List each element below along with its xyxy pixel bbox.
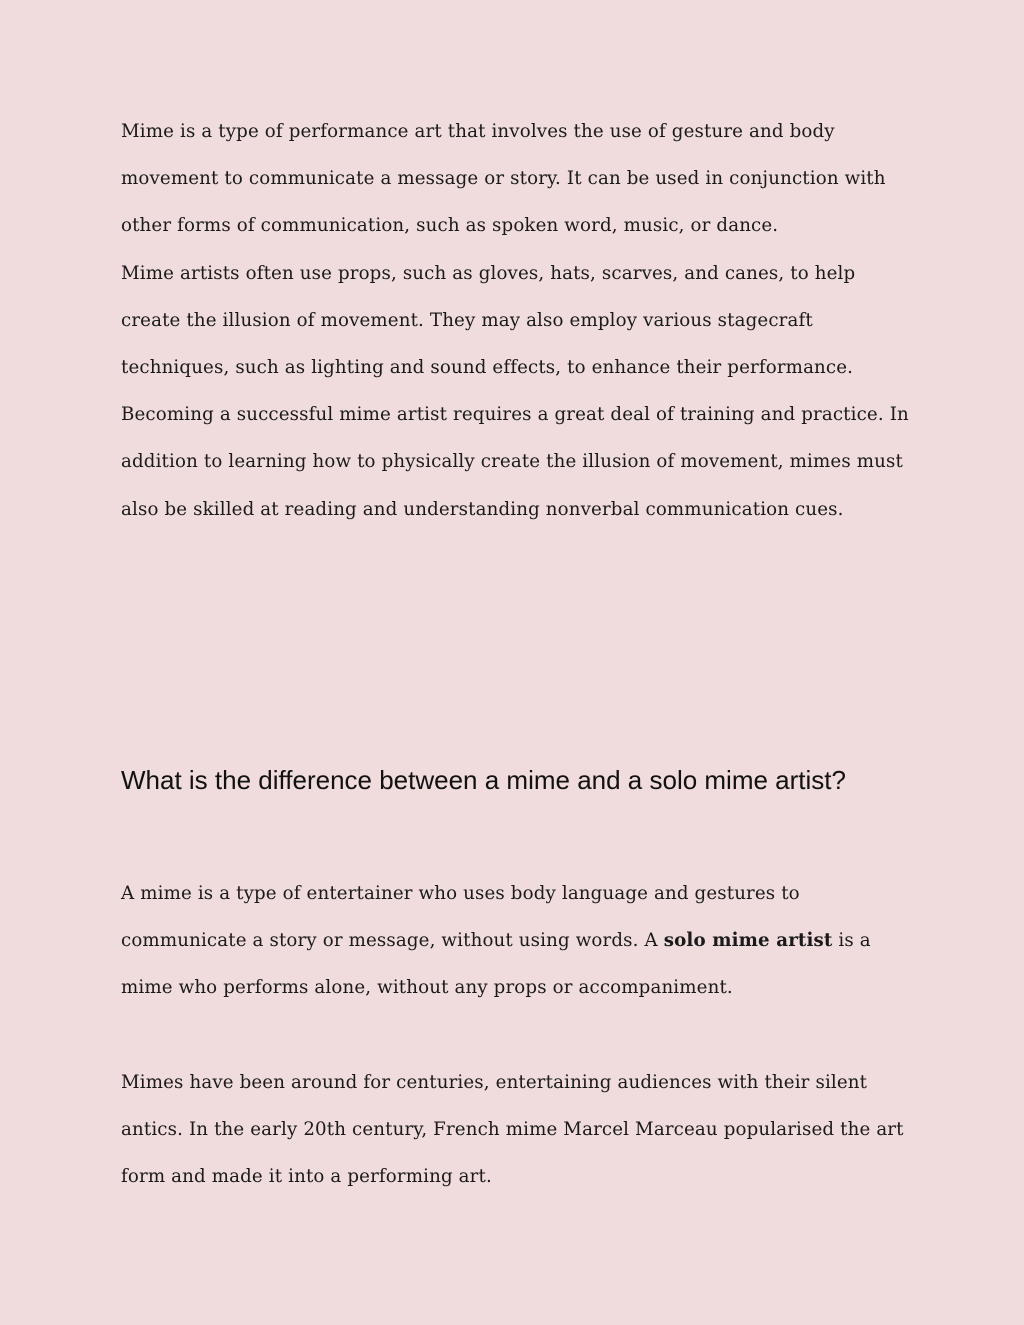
paragraph-text-before: A mime is a type of entertainer who uses body language and gestures to communicate a story or message, without using words. A [121,883,800,952]
document-page [121,108,911,1188]
paragraph-mime-props: Mime artists often use props, such as gloves, hats, scarves, and canes, to help create the illusion of movement. They may also employ various stagecraft techniques, such as lighting and sound effects, to enhance their performance. [121,262,856,379]
paragraph-mime-vs-solo [121,870,921,1012]
bold-term-solo-mime-artist: solo mime artist [663,930,833,952]
paragraph-text-after: is a mime who performs alone, without any props or accompaniment. [121,930,871,999]
paragraph-mime-definition: Mime is a type of performance art that involves the use of gesture and body movement to communicate a message or story. It can be used in conjunction with other forms of communication, such as spoken word, music, or dance. [121,121,886,237]
section-heading: What is the difference between a mime and a solo mime artist? [121,765,846,795]
paragraph-mime-training: Becoming a successful mime artist requires a great deal of training and practice. In addition to learning how to physically create the illusion of movement, mimes must also be skilled at reading and understanding nonverbal communication cues. [121,404,909,520]
paragraph-mime-history: Mimes have been around for centuries, entertaining audiences with their silent antics. In the early 20th century, French mime Marcel Marceau popularised the art form and made it into a performing art. [121,1072,904,1188]
